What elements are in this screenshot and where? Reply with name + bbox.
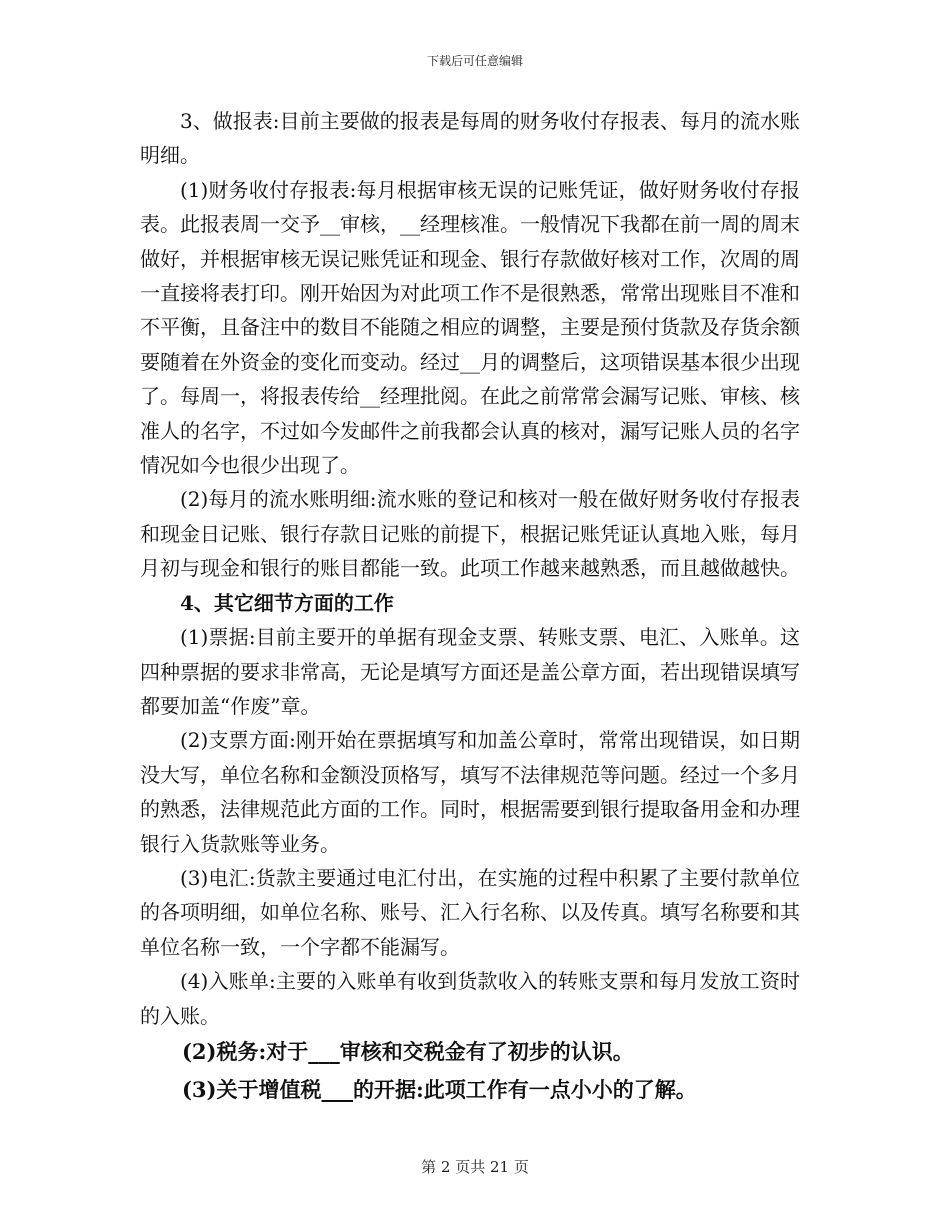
paragraph-journal: (2)每月的流水账明细:流水账的登记和核对一般在做好财务收付存报表和现金日记账、银行存款日记账的前提下，根据记账凭证认真地入账，每月月初与现金和银行的账目都能一致。此项工作越来越熟悉，而且越做越快。 xyxy=(140,487,800,581)
document-body xyxy=(140,104,800,1109)
section-heading-other-work: 4、其它细节方面的工作 xyxy=(180,590,394,615)
paragraph-bills: (1)票据:目前主要开的单据有现金支票、转账支票、电汇、入账单。这四种票据的要求非常高，无论是填写方面还是盖公章方面，若出现错误填写都要加盖“作废”章。 xyxy=(140,625,800,718)
paragraph-checks: (2)支票方面:刚开始在票据填写和加盖公章时，常常出现错误，如日期没大写，单位名称和金额没顶格写，填写不法律规范等问题。经过一个多月的熟悉，法律规范此方面的工作。同时，根据需要到银行提取备用金和办理银行入货款账等业务。 xyxy=(140,728,800,856)
paragraph-cash-report: (1)财务收付存报表:每月根据审核无误的记账凭证，做好财务收付存报表。此报表周一交予__审核，__经理核准。一般情况下我都在前一周的周末做好，并根据审核无误记账凭证和现金、银行存款做好核对工作，次周的周一直接将表打印。刚开始因为对此项工作不是很熟悉，常常出现账目不准和不平衡，且备注中的数目不能随之相应的调整，主要是预付货款及存货余额要随着在外资金的变化而变动。经过__月的调整后，这项错误基本很少出现了。每周一，将报表传给__经理批阅。在此之前常常会漏写记账、审核、核准人的名字，不过如今发邮件之前我都会认真的核对，漏写记账人员的名字情况如今也很少出现了。 xyxy=(140,177,800,478)
paragraph-tax: (2)税务:对于___审核和交税金有了初步的认识。 xyxy=(182,1038,634,1064)
page-footer: 第 2 页共 21 页 xyxy=(421,1158,529,1176)
paragraph-reports: 3、做报表:目前主要做的报表是每周的财务收付存报表、每月的流水账明细。 xyxy=(140,109,800,168)
paragraph-vat: (3)关于增值税___的开据:此项工作有一点小小的了解。 xyxy=(182,1076,697,1102)
page-header: 下载后可任意编辑 xyxy=(426,54,523,68)
paragraph-deposit-slip: (4)入账单:主要的入账单有收到货款收入的转账支票和每月发放工资时的入账。 xyxy=(140,969,800,1028)
paragraph-wire-transfer: (3)电汇:货款主要通过电汇付出，在实施的过程中积累了主要付款单位的各项明细，如单位名称、账号、汇入行名称、以及传真。填写名称要和其单位名称一致，一个字都不能漏写。 xyxy=(140,865,800,959)
